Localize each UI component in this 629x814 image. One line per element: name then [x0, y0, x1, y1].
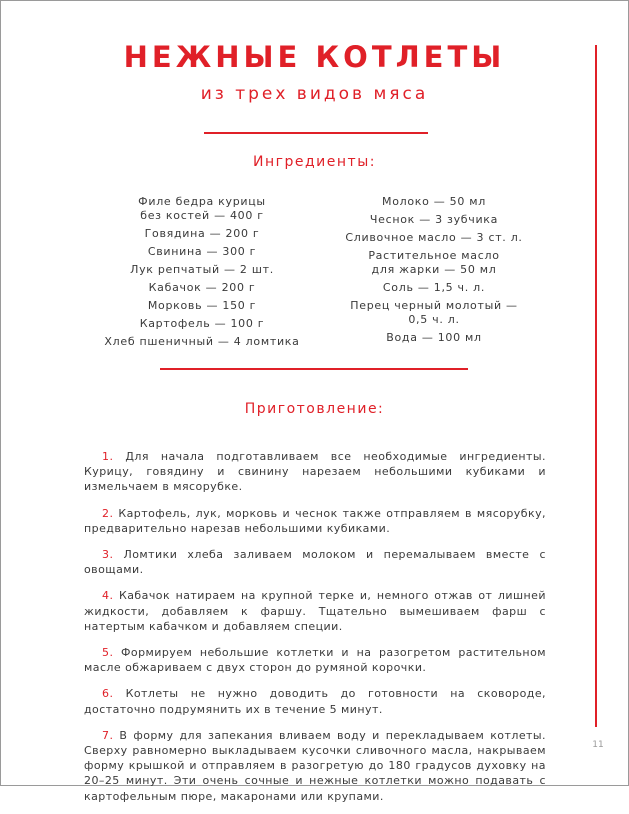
step-number: 3.: [102, 548, 114, 562]
ingredient-item: Сливочное масло — 3 ст. л.: [345, 231, 523, 244]
preparation-heading: Приготовление:: [244, 401, 385, 417]
ingredient-item: Вода — 100 мл: [386, 331, 482, 344]
step-paragraph: [84, 506, 546, 536]
step-number: 4.: [102, 589, 114, 603]
step-number: 5.: [102, 646, 114, 660]
recipe-title: НЕЖНЫЕ КОТЛЕТЫ: [123, 40, 506, 74]
step-text: Кабачок натираем на крупной терке и, немного отжав от лишней жидкости, добавляем к фаршу. Тщательно вымешиваем фарш с натертым кабачком и добавляем специи.: [84, 589, 546, 633]
ingredient-item: Перец черный молотый — 0,5 ч. л.: [350, 299, 518, 326]
step-number: 7.: [102, 728, 114, 742]
ingredients-left-column: [82, 195, 322, 353]
step-text: Формируем небольшие котлетки и на разогретом растительном масле обжариваем с двух сторон до румяной корочки.: [84, 646, 546, 675]
step-paragraph: [84, 645, 546, 675]
step-number: 1.: [102, 450, 114, 463]
ingredient-item: Свинина — 300 г: [147, 245, 257, 258]
recipe-subtitle: из трех видов мяса: [200, 84, 429, 104]
step-text: Ломтики хлеба заливаем молоком и перемалываем вместе с овощами.: [84, 548, 546, 577]
page-number: 11: [592, 740, 604, 750]
ingredients-right-column: [330, 195, 538, 349]
step-text: В форму для запекания вливаем воду и перекладываем котлеты. Сверху равномерно выкладываем кусочки сливочного масла, накрываем форму крышкой и отправляем в разогретую до 180 градусов духовку на 20–25 минут. Эти очень сочные и нежные котлетки можно подавать с картофельным пюре, макаронами или крупами.: [84, 728, 546, 803]
ingredient-item: Чеснок — 3 зубчика: [369, 213, 499, 226]
ingredient-item: Соль — 1,5 ч. л.: [382, 281, 486, 294]
step-paragraph: [84, 728, 546, 804]
step-paragraph: [84, 588, 546, 634]
ingredients-divider: [160, 368, 468, 370]
step-paragraph: [84, 449, 546, 495]
ingredient-item: Морковь — 150 г: [147, 299, 257, 312]
ingredient-item: Филе бедра курицы без костей — 400 г: [138, 195, 266, 222]
side-accent-line: [595, 45, 597, 727]
ingredient-item: Хлеб пшеничный — 4 ломтика: [104, 335, 300, 348]
step-paragraph: [84, 686, 546, 716]
title-divider: [204, 132, 428, 134]
step-paragraph: [84, 547, 546, 577]
step-text: Картофель, лук, морковь и чеснок также отправляем в мясорубку, предварительно нарезав небольшими кубиками.: [84, 506, 546, 535]
ingredient-item: Кабачок — 200 г: [148, 281, 256, 294]
step-number: 6.: [102, 687, 114, 701]
step-number: 2.: [102, 506, 114, 520]
preparation-steps: [84, 438, 546, 814]
ingredient-item: Растительное масло для жарки — 50 мл: [368, 249, 500, 276]
ingredient-item: Молоко — 50 мл: [382, 195, 486, 208]
step-text: Для начала подготавливаем все необходимые ингредиенты. Курицу, говядину и свинину нарезаем небольшими кубиками и измельчаем в мясорубке.: [84, 450, 546, 494]
ingredient-item: Говядина — 200 г: [144, 227, 260, 240]
ingredient-item: Картофель — 100 г: [139, 317, 265, 330]
ingredient-item: Лук репчатый — 2 шт.: [130, 263, 274, 276]
step-text: Котлеты не нужно доводить до готовности на сковороде, достаточно подрумянить их в течение 5 минут.: [84, 687, 546, 716]
ingredients-heading: Ингредиенты:: [253, 154, 376, 170]
